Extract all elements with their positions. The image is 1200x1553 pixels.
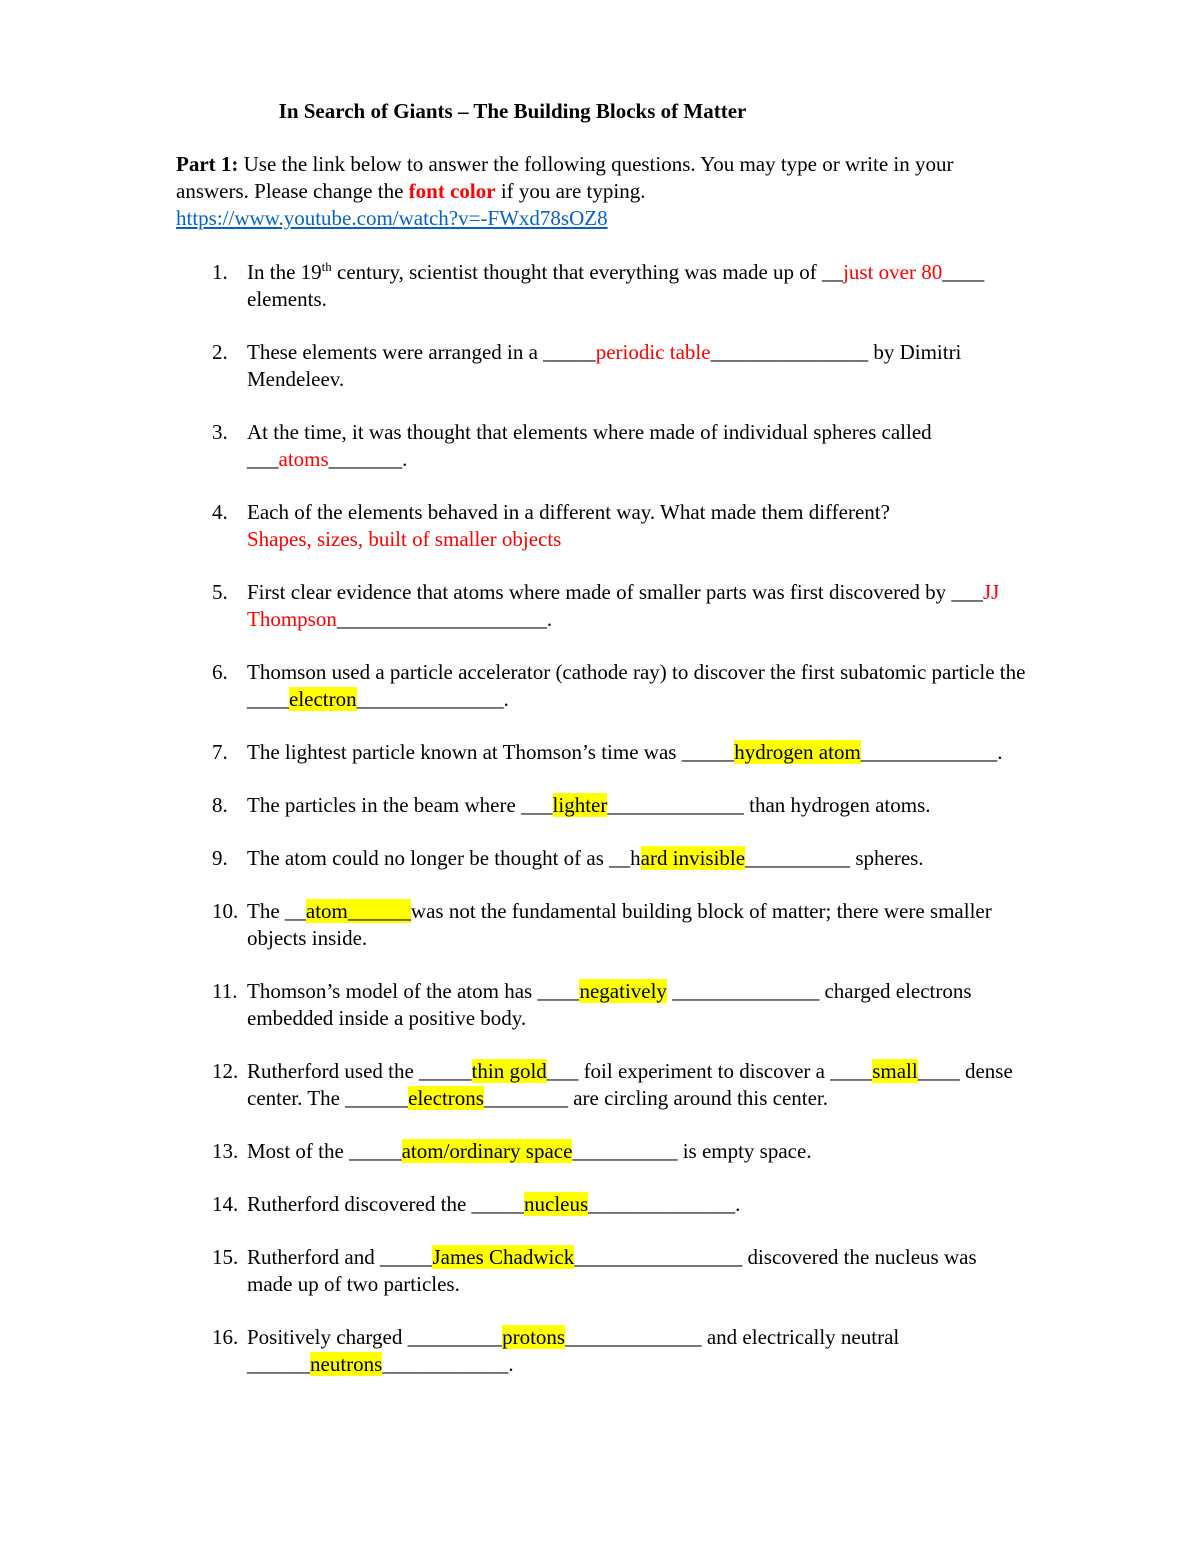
question-text: _______________ by Dimitri Mendeleev.	[247, 340, 962, 391]
question-text: ________________ discovered the nucleus was made up of two particles.	[247, 1245, 977, 1296]
question-text: _____________.	[860, 740, 1003, 764]
part-label: Part 1:	[176, 152, 239, 176]
question-15	[176, 1244, 1026, 1298]
answer-text[interactable]: JJ Thompson	[247, 580, 1000, 631]
page-title: In Search of Giants – The Building Blocks of Matter	[278, 99, 747, 123]
question-2	[176, 339, 1026, 393]
question-text: ____ elements.	[247, 260, 985, 311]
question-text: The lightest particle known at Thomson’s time was _____	[247, 740, 735, 764]
answer-highlight[interactable]: protons	[502, 1325, 566, 1349]
video-link[interactable]: https://www.youtube.com/watch?v=-FWxd78sOZ8	[176, 206, 608, 230]
question-text: ____ dense center. The ______	[247, 1059, 1013, 1110]
question-text: _______.	[328, 447, 408, 471]
question-1	[176, 259, 1026, 313]
question-12	[176, 1058, 1026, 1112]
worksheet-page	[176, 98, 1026, 1378]
answer-text[interactable]: just over 80	[843, 260, 943, 284]
question-text: ______________.	[356, 687, 509, 711]
question-6	[176, 659, 1026, 713]
question-number: 14.	[212, 1192, 239, 1216]
question-number: 4.	[212, 500, 228, 524]
question-number: 7.	[212, 740, 228, 764]
question-9	[176, 845, 1026, 872]
question-text: ______________ charged electrons embedded inside a positive body.	[247, 979, 972, 1030]
question-14	[176, 1191, 1026, 1218]
question-text: First clear evidence that atoms where made of smaller parts was first discovered by ___	[247, 580, 983, 604]
question-number: 9.	[212, 846, 228, 870]
question-number: 16.	[212, 1325, 239, 1349]
question-text: The particles in the beam where ___	[247, 793, 553, 817]
question-8	[176, 792, 1026, 819]
question-text: century, scientist thought that everything was made up of __	[331, 260, 844, 284]
question-text: ____________.	[382, 1352, 514, 1376]
question-10	[176, 898, 1026, 952]
question-text: In the 19	[247, 260, 322, 284]
question-number: 6.	[212, 660, 228, 684]
question-text: ________ are circling around this center.	[483, 1086, 829, 1110]
answer-text[interactable]: Shapes, sizes, built of smaller objects	[247, 527, 562, 551]
question-number: 13.	[212, 1139, 239, 1163]
intro-text-a: Use the link below to answer the following questions. You may type or write in your answers. Please change the	[176, 152, 954, 203]
question-11	[176, 978, 1026, 1032]
question-text: The atom could no longer be thought of as __h	[247, 846, 641, 870]
answer-highlight[interactable]: ard invisible	[640, 846, 746, 870]
question-text: __________ is empty space.	[572, 1139, 812, 1163]
question-4	[176, 499, 1026, 553]
question-number: 10.	[212, 899, 239, 923]
question-text: Rutherford and _____	[247, 1245, 433, 1269]
question-text: __________ spheres.	[745, 846, 924, 870]
answer-text[interactable]: atoms	[278, 447, 329, 471]
question-16	[176, 1324, 1026, 1378]
question-7	[176, 739, 1026, 766]
question-text: was not the fundamental building block of matter; there were smaller objects inside.	[247, 899, 992, 950]
question-text: Rutherford used the _____	[247, 1059, 472, 1083]
answer-highlight[interactable]: neutrons	[310, 1352, 383, 1376]
answer-highlight[interactable]: hydrogen atom	[734, 740, 861, 764]
answer-text[interactable]: periodic table	[595, 340, 711, 364]
intro-text-b: if you are typing.	[495, 179, 646, 203]
question-text: These elements were arranged in a _____	[247, 340, 596, 364]
question-text: Thomson’s model of the atom has ____	[247, 979, 580, 1003]
question-number: 3.	[212, 420, 228, 444]
answer-highlight[interactable]: lighter	[552, 793, 608, 817]
question-text: Thomson used a particle accelerator (cathode ray) to discover the first subatomic particle the ____	[247, 660, 1026, 711]
question-text: At the time, it was thought that elements where made of individual spheres called ___	[247, 420, 932, 471]
question-text: Each of the elements behaved in a different way. What made them different?	[247, 500, 890, 524]
question-number: 8.	[212, 793, 228, 817]
question-text: ____________________.	[336, 607, 553, 631]
question-number: 2.	[212, 340, 228, 364]
question-text: _____________ than hydrogen atoms.	[607, 793, 931, 817]
answer-highlight[interactable]: atom______	[305, 899, 411, 923]
question-5	[176, 579, 1026, 633]
question-3	[176, 419, 1026, 473]
question-text: Positively charged _________	[247, 1325, 503, 1349]
question-list	[176, 259, 1026, 1378]
question-13	[176, 1138, 1026, 1165]
question-number: 12.	[212, 1059, 239, 1083]
question-number: 15.	[212, 1245, 239, 1269]
answer-highlight[interactable]: James Chadwick	[432, 1245, 575, 1269]
answer-highlight[interactable]: nucleus	[524, 1192, 589, 1216]
answer-highlight[interactable]: small	[872, 1059, 918, 1083]
answer-highlight[interactable]: negatively	[579, 979, 667, 1003]
answer-highlight[interactable]: thin gold	[471, 1059, 547, 1083]
question-text: The __	[247, 899, 306, 923]
part-1-intro	[176, 151, 1026, 232]
question-number: 5.	[212, 580, 228, 604]
question-number: 1.	[212, 260, 228, 284]
answer-highlight[interactable]: electrons	[408, 1086, 484, 1110]
question-number: 11.	[212, 979, 238, 1003]
question-text: _____________ and electrically neutral ______	[247, 1325, 900, 1376]
answer-highlight[interactable]: electron	[289, 687, 357, 711]
superscript: th	[321, 259, 332, 274]
question-text: Rutherford discovered the _____	[247, 1192, 525, 1216]
font-color-emphasis: font color	[408, 179, 496, 203]
question-text: Most of the _____	[247, 1139, 402, 1163]
answer-highlight[interactable]: atom/ordinary space	[401, 1139, 573, 1163]
question-text: ______________.	[588, 1192, 741, 1216]
question-text: ___ foil experiment to discover a ____	[546, 1059, 873, 1083]
